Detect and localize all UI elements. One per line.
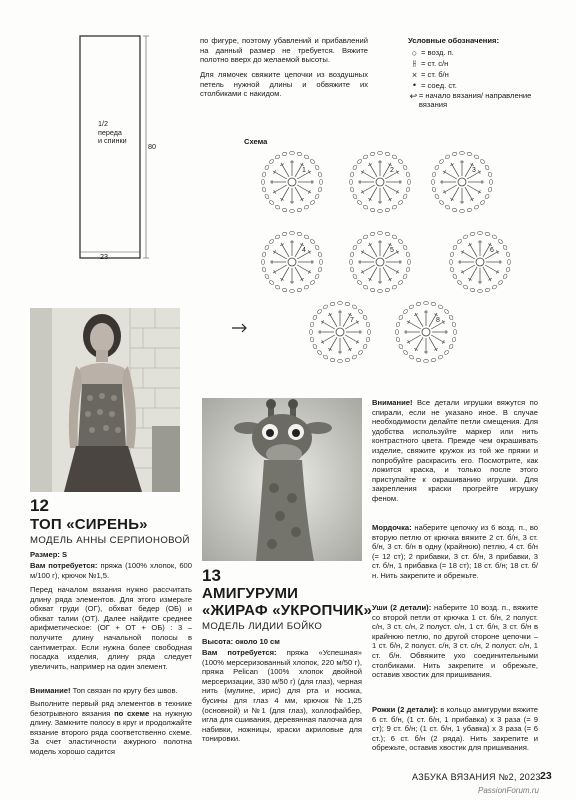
double-crochet-icon: ⫲	[413, 58, 416, 69]
giraffe-illustration	[202, 398, 362, 561]
article13-model: МОДЕЛЬ ЛИДИИ БОЙКО	[202, 621, 323, 632]
article12-title: ТОП «СИРЕНЬ»	[30, 516, 148, 533]
article12-materials: Вам потребуется: пряжа (100% хлопок, 600 м/100 г), крючок №1,5.	[30, 561, 192, 580]
pattern-width-label: 23	[100, 252, 108, 261]
legend-item-dc: ⫲ = ст. с/н	[408, 58, 538, 69]
straps-text: Для лямочек свяжите цепочки из воздушных петель нужной длины и обвяжите их столбиками с накидом.	[200, 70, 368, 99]
scheme-motif	[309, 301, 370, 362]
scheme-motif-number: 5	[390, 247, 394, 254]
article13-number: 13	[202, 566, 221, 585]
scheme-motif	[449, 231, 510, 292]
scheme-title: Схема	[244, 137, 268, 146]
footer-magazine: АЗБУКА ВЯЗАНИЯ №2, 2023	[412, 772, 541, 782]
slip-stitch-icon: •	[412, 80, 417, 91]
pattern-rectangle	[80, 36, 140, 258]
footer-watermark: PassionForum.ru	[478, 786, 539, 795]
pattern-label: 1/2 переда и спинки	[98, 119, 127, 146]
article13-horns: Рожки (2 детали): в кольцо амигуруми вяжите 6 ст. б/н, (1 ст. б/н, 1 прибавка) х 3 раза (= 9 ст); 9 ст. б/н; (1 ст. б/н, 1 убавка) х 3 раза (= 6 ст.); 6 ст. б/н (2 ряда). Нить закрепите и обрежьте, оставив хвостик для пришивания.	[372, 705, 538, 753]
scheme-motif	[261, 151, 322, 212]
article13-title-line2: «ЖИРАФ «УКРОПЧИК»	[202, 602, 373, 619]
start-direction-icon: ↩	[409, 90, 418, 101]
article13-attention: Внимание! Все детали игрушки вяжутся по спирали, если не указано иное. В случае необходимости делайте петли смещения. Для удобства используйте маркер или нить контрастного цвета. Прежде чем окрашивать изделие, свяжите кружок из той же пряжи и попробуйте раскрасить его. Посмотрите, как ложится краска, и только после этого приступайте к окрашиванию игрушки. Для закрепления краски прогрейте игрушку феном.	[372, 398, 538, 503]
article12-para2: Выполните первый ряд элементов в технике безотрывного вязания по схеме на нужную длину. Замкните полосу в круг и продолжайте вязание второго ряда соответственно схеме. За счет эластичности ажурного полотна модель хорошо садится	[30, 699, 192, 756]
photo-illustration	[30, 308, 180, 492]
article12-model: МОДЕЛЬ АННЫ СЕРПИОНОВОЙ	[30, 535, 190, 546]
crochet-scheme	[230, 140, 540, 380]
legend-item-start: ↩ = начало вязания/ направление вязания	[409, 90, 532, 110]
scheme-motif-number: 6	[490, 247, 494, 254]
scheme-motif-number: 4	[302, 247, 306, 254]
start-arrow-icon	[232, 324, 246, 332]
scheme-motif-number: 1	[302, 167, 306, 174]
pattern-height-label: 80	[148, 142, 156, 151]
scheme-motif	[431, 151, 492, 212]
scheme-motif-number: 7	[350, 317, 354, 324]
article13-muzzle: Мордочка: наберите цепочку из 6 возд. п., во вторую петлю от крючка вяжите 2 ст. б/н, 3 ст. б/н, 3 ст. б/н в одну (крайнюю) петлю, 4 ст. б/н (= 12 ст); 2 прибавки, 3 ст. б/н, 3 прибавки, 3 ст. б/н, 1 прибавка (= 18 ст); 18 ст. б/н; 18 ст. б/н. Нить закрепите и обрежьте.	[372, 523, 538, 580]
article12-number: 12	[30, 496, 49, 515]
scheme-motif-number: 8	[436, 317, 440, 324]
legend-item-chain: ○ = возд. п.	[408, 48, 538, 59]
legend-title: Условные обозначения:	[408, 36, 500, 45]
article13-title-line1: АМИГУРУМИ	[202, 585, 299, 602]
article12-size: Размер: S	[30, 550, 68, 559]
top-siren-photo	[30, 308, 180, 492]
chain-stitch-icon: ○	[411, 47, 418, 58]
article12-para1: Перед началом вязания нужно рассчитать длину ряда элементов. Для этого измерьте обхват груди (ОГ), обхват бедер (ОБ) и обхват талии (ОТ). Далее найдите среднее арифметическое: (ОГ + ОТ + ОБ) : 3 – получите длину начальной полосы в сантиметрах. Если нужна более свободная посадка изделия, длину ряда следует увеличить, например на один элемент.	[30, 585, 192, 671]
article12-attention: Внимание! Топ связан по кругу без швов.	[30, 686, 178, 695]
single-crochet-icon: ×	[411, 69, 418, 80]
legend-item-slip: • = соед. ст.	[408, 80, 538, 91]
scheme-motif	[349, 231, 410, 292]
scheme-motif	[349, 151, 410, 212]
article13-materials: Вам потребуется: пряжа «Успешная» (100% мерсеризованный хлопок, 220 м/50 г), пряжа Pelican (100% хлопок двойной мерсеризации, 330 м/50 г) (для глаз), черная нить (мулине, ирис) для рта и носика, бусины для глаз 4 мм, крючок №1,25 (основной) и №1 (для глаз), холлофайбер, игла для сшивания, деревянная палочка для набивки, ножницы, краски акриловые для тонировки.	[202, 648, 362, 744]
legend	[408, 36, 538, 110]
intro-text: по фигуре, поэтому убавлений и прибавлений на данный размер не требуется. Вяжите полотно вверх до желаемой высоты.	[200, 36, 368, 65]
scheme-motif-number: 3	[472, 167, 476, 174]
footer-page-number: 23	[540, 770, 552, 782]
article13-height: Высота: около 10 см	[202, 637, 280, 646]
scheme-motif	[261, 231, 322, 292]
article13-ears: Уши (2 детали): наберите 10 возд. п., вяжите со второй петли от крючка 1 ст. б/н, 2 полуст. с/н, 3 ст. с/н, 2 полуст. с/н, 1 ст. б/н, 3 ст. б/н в крайнюю петлю, по другой стороне цепочки – 1 ст. б/н, 2 полуст. с/н, 3 ст. с/н, 2 полуст. с/н, 1 ст. б/н. Обвяжите ухо соединительными столбиками. Нить закрепите и обрежьте, оставив хвостик для пришивания.	[372, 603, 538, 680]
giraffe-photo	[202, 398, 362, 561]
scheme-motif-number: 2	[390, 167, 394, 174]
scheme-motif	[395, 301, 456, 362]
legend-item-sc: × = ст. б/н	[408, 69, 538, 80]
